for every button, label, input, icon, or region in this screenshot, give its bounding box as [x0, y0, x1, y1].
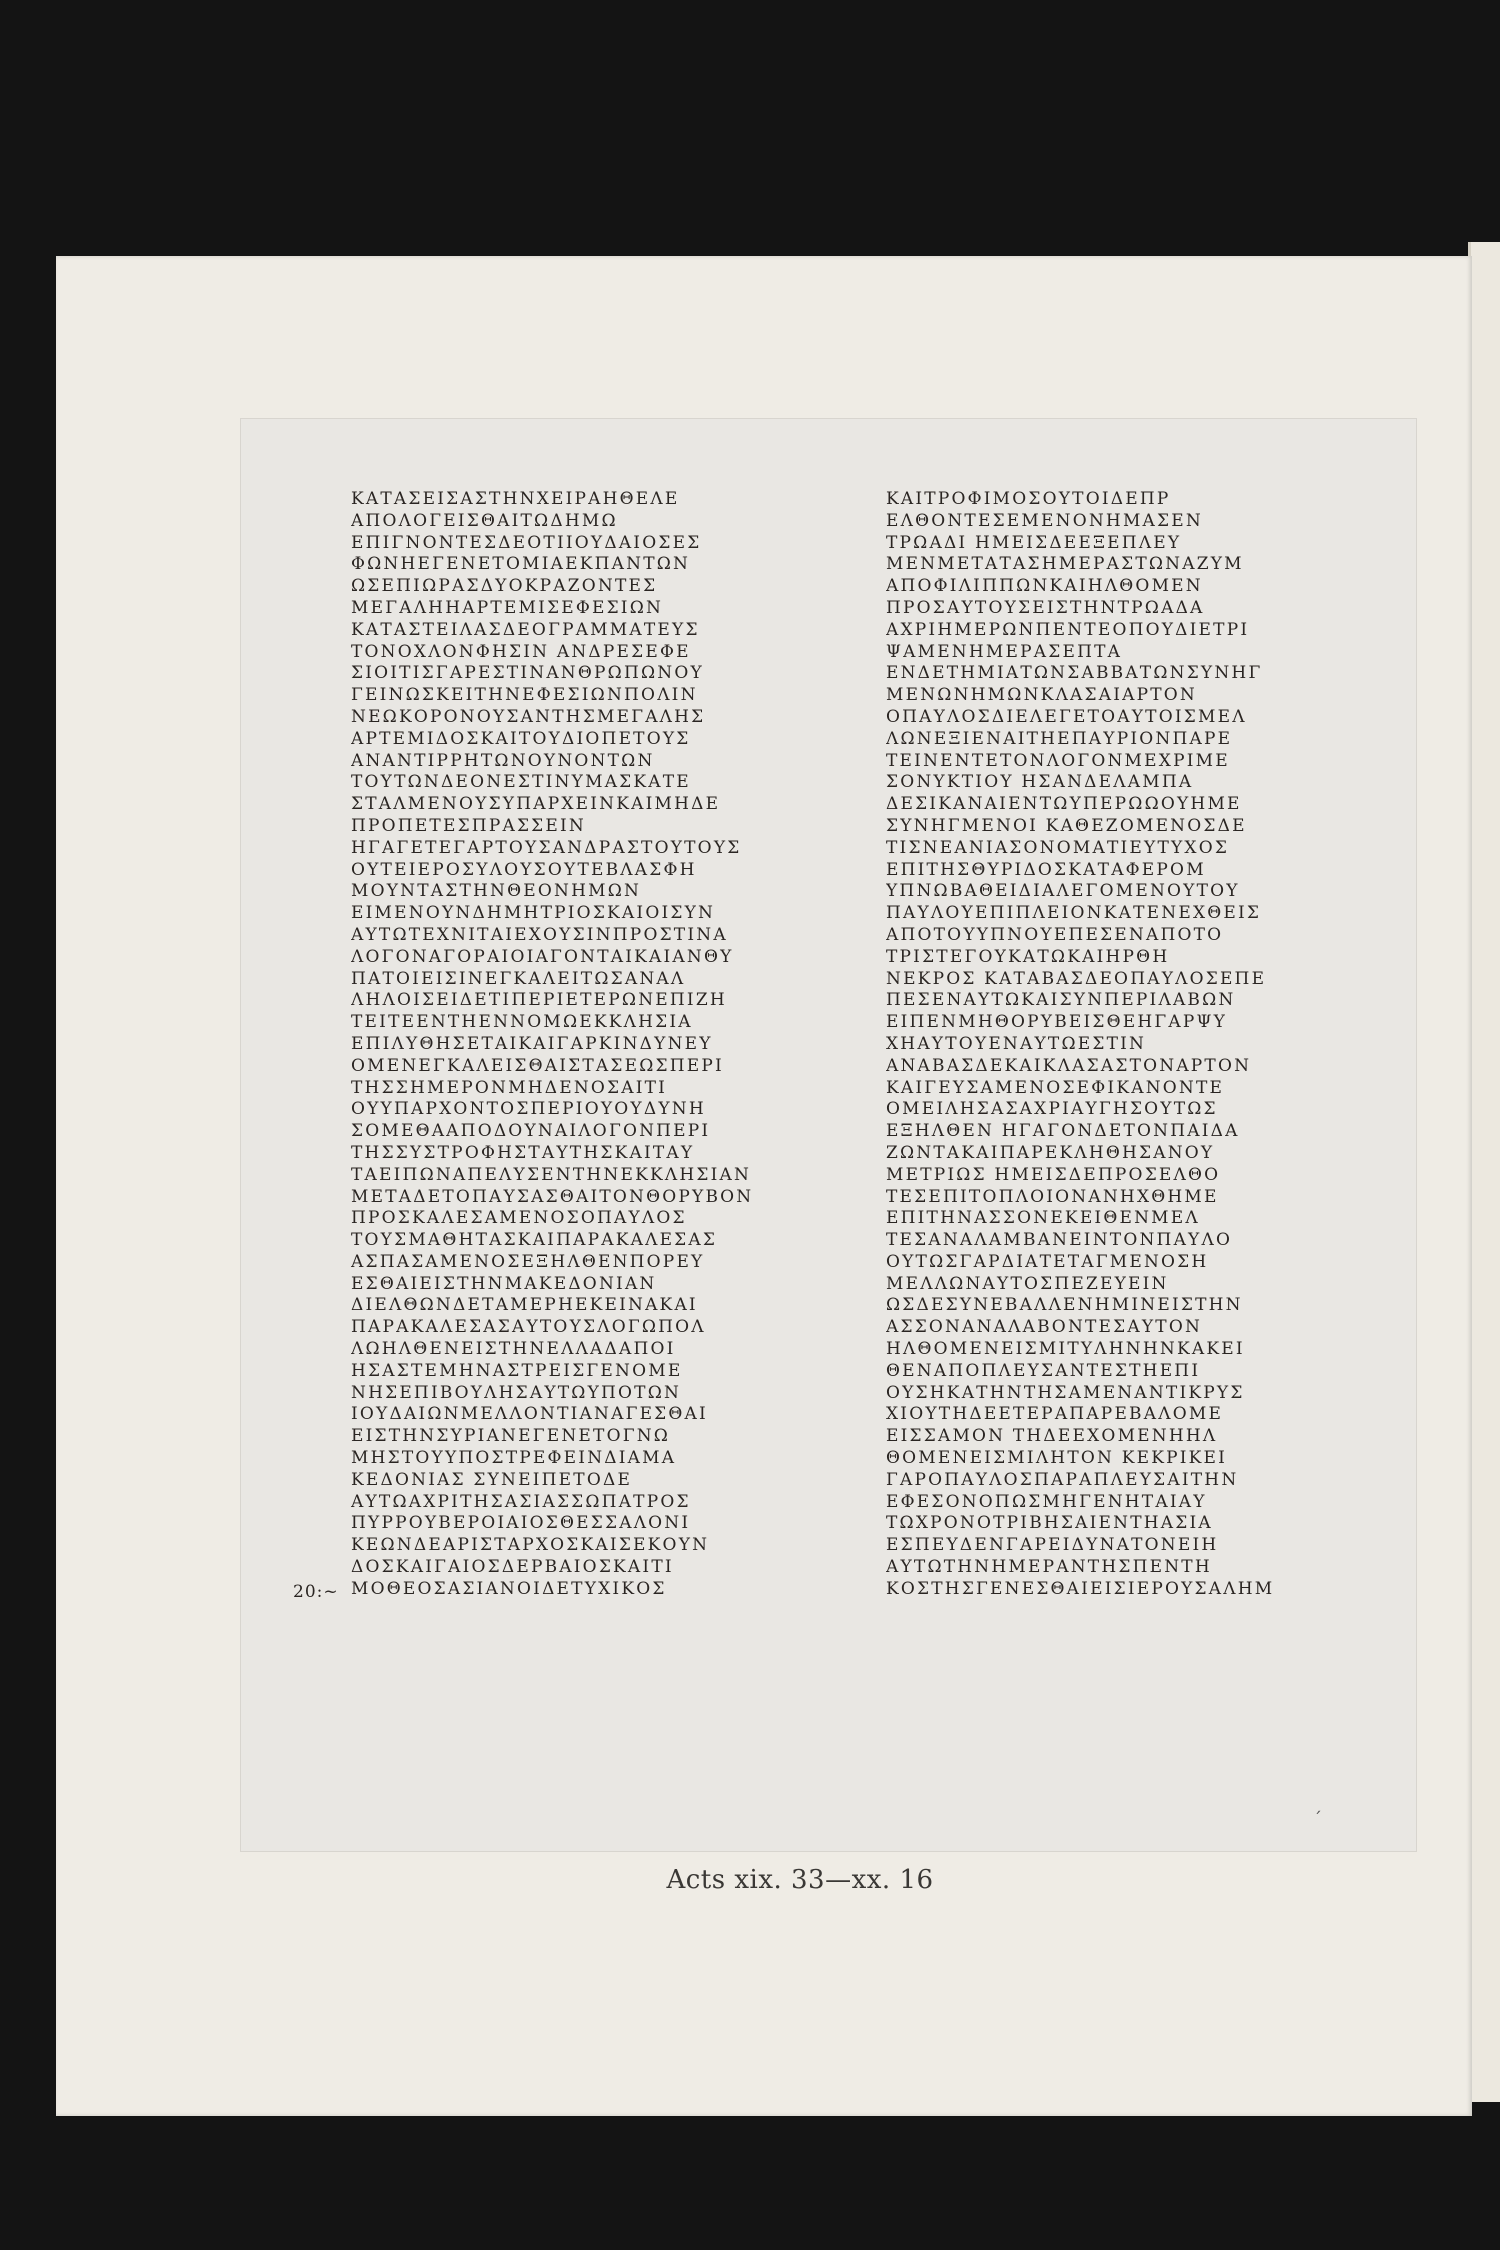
manuscript-line: ΤΗΣΣΥΣΤΡΟΦΗΣΤΑΥΤΗΣΚΑΙΤΑΥ — [351, 1142, 695, 1163]
manuscript-line: ΑΥΤΩΤΗΝΗΜΕΡΑΝΤΗΣΠΕΝΤΗ — [886, 1557, 1212, 1578]
manuscript-line: ΩΣΔΕΣΥΝΕΒΑΛΛΕΝΗΜΙΝΕΙΣΤΗΝ — [886, 1295, 1243, 1316]
manuscript-line: ΤΩΧΡΟΝΟΤΡΙΒΗΣΑΙΕΝΤΗΑΣΙΑ — [886, 1513, 1213, 1534]
manuscript-line: ΔΕΣΙΚΑΝΑΙΕΝΤΩΥΠΕΡΩΩΟΥΗΜΕ — [886, 794, 1242, 815]
manuscript-right-column — [886, 489, 1346, 1601]
manuscript-line: ΣΥΝΗΓΜΕΝΟΙ ΚΑΘΕΖΟΜΕΝΟΣΔΕ — [886, 815, 1247, 836]
manuscript-line: ΠΑΡΑΚΑΛΕΣΑΣΑΥΤΟΥΣΛΟΓΩΠΟΛ — [351, 1317, 706, 1338]
manuscript-line: ΗΛΘΟΜΕΝΕΙΣΜΙΤΥΛΗΝΗΝΚΑΚΕΙ — [886, 1339, 1245, 1360]
manuscript-line: ΛΗΛΟΙΣΕΙΔΕΤΙΠΕΡΙΕΤΕΡΩΝΕΠΙΖΗ — [351, 990, 727, 1011]
manuscript-line: ΣΤΑΛΜΕΝΟΥΣΥΠΑΡΧΕΙΝΚΑΙΜΗΔΕ — [351, 794, 721, 815]
manuscript-line: ΚΕΩΝΔΕΑΡΙΣΤΑΡΧΟΣΚΑΙΣΕΚΟΥΝ — [351, 1535, 710, 1556]
manuscript-line: ΤΑΕΙΠΩΝΑΠΕΛΥΣΕΝΤΗΝΕΚΚΛΗΣΙΑΝ — [351, 1164, 752, 1185]
manuscript-line: ΑΣΠΑΣΑΜΕΝΟΣΕΞΗΛΘΕΝΠΟΡΕΥ — [351, 1251, 705, 1272]
marginal-note: 20:~ — [293, 1582, 339, 1602]
manuscript-line: ΑΠΟΦΙΛΙΠΠΩΝΚΑΙΗΛΘΟΜΕΝ — [886, 576, 1203, 597]
manuscript-line: ΟΥΤΩΣΓΑΡΔΙΑΤΕΤΑΓΜΕΝΟΣΗ — [886, 1251, 1209, 1272]
manuscript-line: ΜΕΤΑΔΕΤΟΠΑΥΣΑΣΘΑΙΤΟΝΘΟΡΥΒΟΝ — [351, 1186, 754, 1207]
manuscript-line: ΕΙΠΕΝΜΗΘΟΡΥΒΕΙΣΘΕΗΓΑΡΨΥ — [886, 1012, 1228, 1033]
manuscript-line: ΑΝΑΒΑΣΔΕΚΑΙΚΛΑΣΑΣΤΟΝΑΡΤΟΝ — [886, 1055, 1252, 1076]
manuscript-line: ΔΙΕΛΘΩΝΔΕΤΑΜΕΡΗΕΚΕΙΝΑΚΑΙ — [351, 1295, 698, 1316]
manuscript-line: ΚΑΤΑΣΤΕΙΛΑΣΔΕΟΓΡΑΜΜΑΤΕΥΣ — [351, 619, 700, 640]
manuscript-line: ΑΝΑΝΤΙΡΡΗΤΩΝΟΥΝΟΝΤΩΝ — [351, 750, 655, 771]
manuscript-line: ΠΥΡΡΟΥΒΕΡΟΙΑΙΟΣΘΕΣΣΑΛΟΝΙ — [351, 1513, 691, 1534]
manuscript-line: ΕΠΙΛΥΘΗΣΕΤΑΙΚΑΙΓΑΡΚΙΝΔΥΝΕΥ — [351, 1033, 713, 1054]
manuscript-line: ΛΩΝΕΞΙΕΝΑΙΤΗΕΠΑΥΡΙΟΝΠΑΡΕ — [886, 728, 1233, 749]
manuscript-line: ΤΙΣΝΕΑΝΙΑΣΟΝΟΜΑΤΙΕΥΤΥΧΟΣ — [886, 837, 1230, 858]
manuscript-line: ΕΙΣΤΗΝΣΥΡΙΑΝΕΓΕΝΕΤΟΓΝΩ — [351, 1426, 671, 1447]
manuscript-line: ΣΟΝΥΚΤΙΟΥ ΗΣΑΝΔΕΛΑΜΠΑ — [886, 772, 1194, 793]
manuscript-line: ΕΠΙΤΗΝΑΣΣΟΝΕΚΕΙΘΕΝΜΕΛ — [886, 1208, 1200, 1229]
manuscript-line: ΟΜΕΝΕΓΚΑΛΕΙΣΘΑΙΣΤΑΣΕΩΣΠΕΡΙ — [351, 1055, 724, 1076]
manuscript-line: ΓΑΡΟΠΑΥΛΟΣΠΑΡΑΠΛΕΥΣΑΙΤΗΝ — [886, 1469, 1239, 1490]
manuscript-left-column — [351, 489, 801, 1601]
manuscript-line: ΑΥΤΩΑΧΡΙΤΗΣΑΣΙΑΣΣΩΠΑΤΡΟΣ — [351, 1491, 691, 1512]
manuscript-line: ΑΡΤΕΜΙΔΟΣΚΑΙΤΟΥΔΙΟΠΕΤΟΥΣ — [351, 728, 691, 749]
manuscript-line: ΕΞΗΛΘΕΝ ΗΓΑΓΟΝΔΕΤΟΝΠΑΙΔΑ — [886, 1121, 1240, 1142]
manuscript-line: ΝΕΩΚΟΡΟΝΟΥΣΑΝΤΗΣΜΕΓΑΛΗΣ — [351, 706, 706, 727]
manuscript-line: ΤΡΩΑΔΙ ΗΜΕΙΣΔΕΕΞΕΠΛΕΥ — [886, 532, 1182, 553]
manuscript-line: ΕΣΘΑΙΕΙΣΤΗΝΜΑΚΕΔΟΝΙΑΝ — [351, 1273, 657, 1294]
manuscript-line: ΗΓΑΓΕΤΕΓΑΡΤΟΥΣΑΝΔΡΑΣΤΟΥΤΟΥΣ — [351, 837, 742, 858]
manuscript-line: ΙΟΥΔΑΙΩΝΜΕΛΛΟΝΤΙΑΝΑΓΕΣΘΑΙ — [351, 1404, 708, 1425]
plate-caption: Acts xix. 33—xx. 16 — [666, 1865, 934, 1895]
manuscript-line: ΩΣΕΠΙΩΡΑΣΔΥΟΚΡΑΖΟΝΤΕΣ — [351, 576, 658, 597]
manuscript-line: ΟΥΣΗΚΑΤΗΝΤΗΣΑΜΕΝΑΝΤΙΚΡΥΣ — [886, 1382, 1245, 1403]
manuscript-line: ΟΥΥΠΑΡΧΟΝΤΟΣΠΕΡΙΟΥΟΥΔΥΝΗ — [351, 1099, 706, 1120]
manuscript-line: ΤΗΣΣΗΜΕΡΟΝΜΗΔΕΝΟΣΑΙΤΙ — [351, 1077, 668, 1098]
manuscript-line: ΟΥΤΕΙΕΡΟΣΥΛΟΥΣΟΥΤΕΒΛΑΣΦΗ — [351, 859, 697, 880]
manuscript-line: ΕΛΘΟΝΤΕΣΕΜΕΝΟΝΗΜΑΣΕΝ — [886, 510, 1203, 531]
manuscript-line: ΥΠΝΩΒΑΘΕΙΔΙΑΛΕΓΟΜΕΝΟΥΤΟΥ — [886, 881, 1240, 902]
manuscript-line: ΤΟΥΣΜΑΘΗΤΑΣΚΑΙΠΑΡΑΚΑΛΕΣΑΣ — [351, 1230, 718, 1251]
manuscript-line: ΑΣΣΟΝΑΝΑΛΑΒΟΝΤΕΣΑΥΤΟΝ — [886, 1317, 1203, 1338]
manuscript-line: ΤΟΥΤΩΝΔΕΟΝΕΣΤΙΝΥΜΑΣΚΑΤΕ — [351, 772, 691, 793]
manuscript-line: ΑΥΤΩΤΕΧΝΙΤΑΙΕΧΟΥΣΙΝΠΡΟΣΤΙΝΑ — [351, 924, 728, 945]
manuscript-line: ΑΧΡΙΗΜΕΡΩΝΠΕΝΤΕΟΠΟΥΔΙΕΤΡΙ — [886, 619, 1250, 640]
manuscript-line: ΕΠΙΓΝΟΝΤΕΣΔΕΟΤΙΙΟΥΔΑΙΟΣΕΣ — [351, 532, 702, 553]
manuscript-line: ΚΑΤΑΣΕΙΣΑΣΤΗΝΧΕΙΡΑΗΘΕΛΕ — [351, 489, 680, 509]
manuscript-line: ΠΡΟΠΕΤΕΣΠΡΑΣΣΕΙΝ — [351, 815, 586, 836]
manuscript-line: ΑΠΟΤΟΥΥΠΝΟΥΕΠΕΣΕΝΑΠΟΤΟ — [886, 924, 1224, 945]
manuscript-line: ΟΠΑΥΛΟΣΔΙΕΛΕΓΕΤΟΑΥΤΟΙΣΜΕΛ — [886, 706, 1247, 727]
manuscript-line: ΨΑΜΕΝΗΜΕΡΑΣΕΠΤΑ — [886, 641, 1123, 662]
manuscript-line: ΜΗΣΤΟΥΥΠΟΣΤΡΕΦΕΙΝΔΙΑΜΑ — [351, 1448, 677, 1469]
manuscript-line: ΧΙΟΥΤΗΔΕΕΤΕΡΑΠΑΡΕΒΑΛΟΜΕ — [886, 1404, 1224, 1425]
manuscript-line: ΦΩΝΗΕΓΕΝΕΤΟΜΙΑΕΚΠΑΝΤΩΝ — [351, 554, 691, 575]
manuscript-line: ΜΕΝΜΕΤΑΤΑΣΗΜΕΡΑΣΤΩΝΑΖΥΜ — [886, 554, 1244, 575]
manuscript-line: ΚΟΣΤΗΣΓΕΝΕΣΘΑΙΕΙΣΙΕΡΟΥΣΑΛΗΜ — [886, 1578, 1275, 1599]
manuscript-line: ΤΕΣΕΠΙΤΟΠΛΟΙΟΝΑΝΗΧΘΗΜΕ — [886, 1186, 1219, 1207]
facing-page-edge — [1468, 242, 1500, 2102]
manuscript-line: ΖΩΝΤΑΚΑΙΠΑΡΕΚΛΗΘΗΣΑΝΟΥ — [886, 1142, 1215, 1163]
manuscript-line: ΠΡΟΣΚΑΛΕΣΑΜΕΝΟΣΟΠΑΥΛΟΣ — [351, 1208, 687, 1229]
manuscript-line: ΠΑΤΟΙΕΙΣΙΝΕΓΚΑΛΕΙΤΩΣΑΝΑΛ — [351, 968, 686, 989]
manuscript-line: ΣΙΟΙΤΙΣΓΑΡΕΣΤΙΝΑΝΘΡΩΠΩΝΟΥ — [351, 663, 704, 684]
manuscript-plate — [240, 418, 1417, 1852]
manuscript-line: ΛΟΓΟΝΑΓΟΡΑΙΟΙΑΓΟΝΤΑΙΚΑΙΑΝΘΥ — [351, 946, 734, 967]
manuscript-line: ΑΠΟΛΟΓΕΙΣΘΑΙΤΩΔΗΜΩ — [351, 510, 618, 531]
manuscript-line: ΜΕΓΑΛΗΗΑΡΤΕΜΙΣΕΦΕΣΙΩΝ — [351, 597, 664, 618]
manuscript-line: ΤΡΙΣΤΕΓΟΥΚΑΤΩΚΑΙΗΡΘΗ — [886, 946, 1170, 967]
manuscript-line: ΚΑΙΤΡΟΦΙΜΟΣΟΥΤΟΙΔΕΠΡ — [886, 489, 1171, 509]
manuscript-line: ΕΠΙΤΗΣΘΥΡΙΔΟΣΚΑΤΑΦΕΡΟΜ — [886, 859, 1206, 880]
manuscript-line: ΠΕΣΕΝΑΥΤΩΚΑΙΣΥΝΠΕΡΙΛΑΒΩΝ — [886, 990, 1236, 1011]
manuscript-line: ΤΕΙΝΕΝΤΕΤΟΝΛΟΓΟΝΜΕΧΡΙΜΕ — [886, 750, 1230, 771]
manuscript-line: ΕΙΣΣΑΜΟΝ ΤΗΔΕΕΧΟΜΕΝΗΗΛ — [886, 1426, 1218, 1447]
manuscript-line: ΛΩΗΛΘΕΝΕΙΣΤΗΝΕΛΛΑΔΑΠΟΙ — [351, 1339, 676, 1360]
manuscript-line: ΜΕΝΩΝΗΜΩΝΚΛΑΣΑΙΑΡΤΟΝ — [886, 685, 1197, 706]
manuscript-line: ΠΑΥΛΟΥΕΠΙΠΛΕΙΟΝΚΑΤΕΝΕΧΘΕΙΣ — [886, 903, 1262, 924]
manuscript-line: ΔΟΣΚΑΙΓΑΙΟΣΔΕΡΒΑΙΟΣΚΑΙΤΙ — [351, 1557, 674, 1578]
manuscript-line: ΜΕΤΡΙΩΣ ΗΜΕΙΣΔΕΠΡΟΣΕΛΘΟ — [886, 1164, 1221, 1185]
manuscript-line: ΕΣΠΕΥΔΕΝΓΑΡΕΙΔΥΝΑΤΟΝΕΙΗ — [886, 1535, 1219, 1556]
manuscript-line: ΟΜΕΙΛΗΣΑΣΑΧΡΙΑΥΓΗΣΟΥΤΩΣ — [886, 1099, 1218, 1120]
manuscript-line: ΗΣΑΣΤΕΜΗΝΑΣΤΡΕΙΣΓΕΝΟΜΕ — [351, 1360, 683, 1381]
manuscript-line: ΝΗΣΕΠΙΒΟΥΛΗΣΑΥΤΩΥΠΟΤΩΝ — [351, 1382, 682, 1403]
manuscript-line: ΜΕΛΛΩΝΑΥΤΟΣΠΕΖΕΥΕΙΝ — [886, 1273, 1169, 1294]
manuscript-line: ΠΡΟΣΑΥΤΟΥΣΕΙΣΤΗΝΤΡΩΑΔΑ — [886, 597, 1205, 618]
manuscript-line: ΤΕΙΤΕΕΝΤΗΕΝΝΟΜΩΕΚΚΛΗΣΙΑ — [351, 1012, 693, 1033]
manuscript-line: ΣΟΜΕΘΑΑΠΟΔΟΥΝΑΙΛΟΓΟΝΠΕΡΙ — [351, 1121, 711, 1142]
manuscript-line: ΕΙΜΕΝΟΥΝΔΗΜΗΤΡΙΟΣΚΑΙΟΙΣΥΝ — [351, 903, 716, 924]
manuscript-line: ΧΗΑΥΤΟΥΕΝΑΥΤΩΕΣΤΙΝ — [886, 1033, 1147, 1054]
manuscript-line: ΜΟΘΕΟΣΑΣΙΑΝΟΙΔΕΤΥΧΙΚΟΣ — [351, 1578, 667, 1599]
manuscript-line: ΓΕΙΝΩΣΚΕΙΤΗΝΕΦΕΣΙΩΝΠΟΛΙΝ — [351, 685, 698, 706]
corner-mark: ˊ — [1313, 1809, 1322, 1830]
manuscript-line: ΘΕΝΑΠΟΠΛΕΥΣΑΝΤΕΣΤΗΕΠΙ — [886, 1360, 1201, 1381]
manuscript-line: ΚΑΙΓΕΥΣΑΜΕΝΟΣΕΦΙΚΑΝΟΝΤΕ — [886, 1077, 1225, 1098]
manuscript-line: ΤΟΝΟΧΛΟΝΦΗΣΙΝ ΑΝΔΡΕΣΕΦΕ — [351, 641, 691, 662]
manuscript-line: ΚΕΔΟΝΙΑΣ ΣΥΝΕΙΠΕΤΟΔΕ — [351, 1469, 633, 1490]
manuscript-line: ΘΟΜΕΝΕΙΣΜΙΛΗΤΟΝ ΚΕΚΡΙΚΕΙ — [886, 1448, 1228, 1469]
manuscript-line: ΝΕΚΡΟΣ ΚΑΤΑΒΑΣΔΕΟΠΑΥΛΟΣΕΠΕ — [886, 968, 1267, 989]
manuscript-line: ΕΦΕΣΟΝΟΠΩΣΜΗΓΕΝΗΤΑΙΑΥ — [886, 1491, 1207, 1512]
manuscript-line: ΕΝΔΕΤΗΜΙΑΤΩΝΣΑΒΒΑΤΩΝΣΥΝΗΓ — [886, 663, 1263, 684]
manuscript-line: ΜΟΥΝΤΑΣΤΗΝΘΕΟΝΗΜΩΝ — [351, 881, 642, 902]
manuscript-line: ΤΕΣΑΝΑΛΑΜΒΑΝΕΙΝΤΟΝΠΑΥΛΟ — [886, 1230, 1233, 1251]
